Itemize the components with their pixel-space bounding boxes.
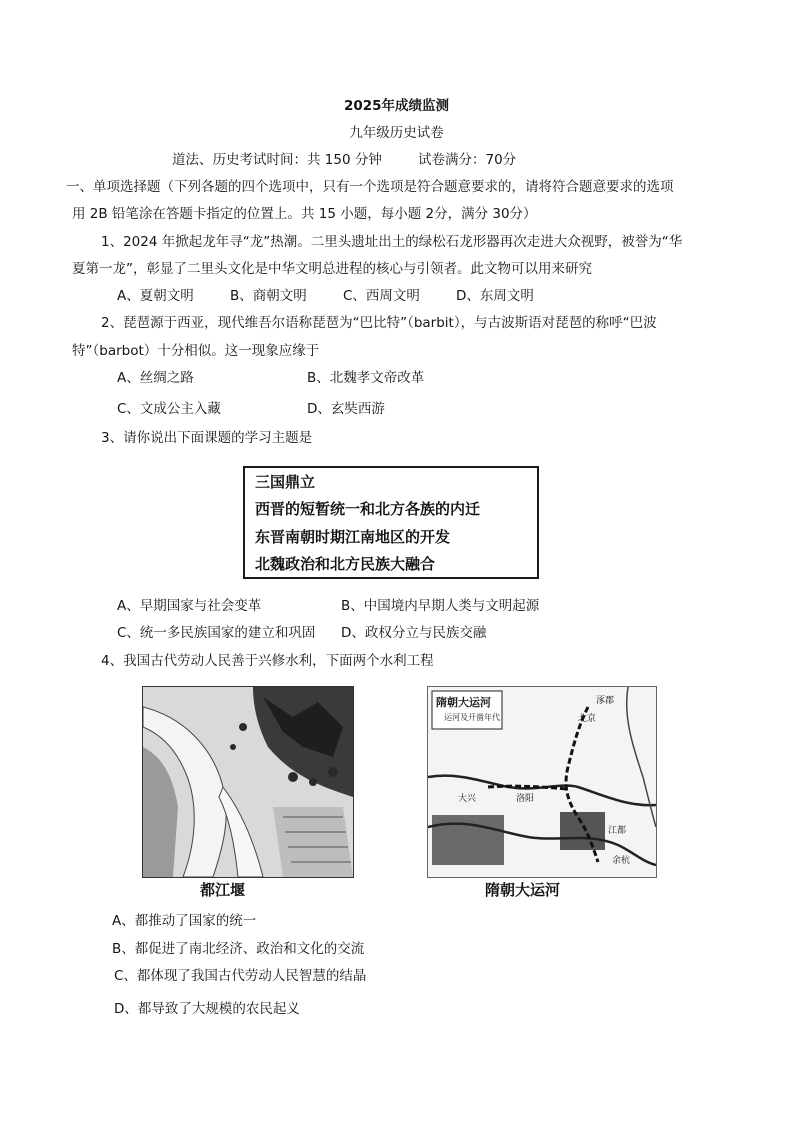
dujiangyan-caption: 都江堰: [200, 881, 246, 899]
q2-stem-line2: 特”（barbot）十分相似。这一现象应缘于: [72, 343, 320, 359]
q2-option-c: C、文成公主入藏: [117, 401, 221, 417]
map-label-daxing: 大兴: [458, 794, 477, 804]
q3-topic-3: 东晋南朝时期江南地区的开发: [255, 528, 451, 546]
q1-stem-line2: 夏第一龙”，彰显了二里头文化是中华文明总进程的核心与引领者。此文物可以用来研究: [72, 261, 592, 277]
exam-score-info: 试卷满分：70分: [418, 152, 517, 168]
map-legend: 运河及开凿年代: [444, 713, 500, 722]
q2-option-b: B、北魏孝文帝改革: [307, 370, 425, 386]
q3-topic-2: 西晋的短暂统一和北方各族的内迁: [255, 500, 481, 518]
dujiangyan-image: [142, 686, 354, 878]
exam-time-info: 道法、历史考试时间：共 150 分钟: [172, 152, 382, 168]
map-label-beijing: 北京: [578, 714, 597, 724]
q3-topic-box: [243, 466, 539, 579]
exam-subtitle: 九年级历史试卷: [349, 125, 444, 141]
map-title: 隋朝大运河: [436, 696, 491, 709]
q2-stem-line1: 2、琵琶源于西亚，现代维吾尔语称琵琶为“巴比特”（barbit），与古波斯语对琵琶的称呼“巴波: [101, 315, 657, 331]
q3-option-b: B、中国境内早期人类与文明起源: [341, 598, 540, 614]
grand-canal-map: [427, 686, 657, 878]
q2-option-d: D、玄奘西游: [307, 401, 385, 417]
q4-stem: 4、我国古代劳动人民善于兴修水利，下面两个水利工程: [101, 653, 434, 669]
q4-option-d: D、都导致了大规模的农民起义: [114, 1001, 300, 1017]
map-label-luoyang: 洛阳: [516, 794, 535, 804]
q4-option-c: C、都体现了我国古代劳动人民智慧的结晶: [114, 968, 367, 984]
q3-stem: 3、请你说出下面课题的学习主题是: [101, 430, 313, 446]
q4-option-b: B、都促进了南北经济、政治和文化的交流: [112, 941, 365, 957]
q1-option-d: D、东周文明: [456, 288, 534, 304]
map-label-jiangdu: 江都: [608, 826, 627, 836]
map-label-zhuojun: 涿郡: [596, 696, 615, 706]
q3-topic-4: 北魏政治和北方民族大融合: [255, 555, 436, 573]
exam-title: 2025年成绩监测: [343, 98, 450, 114]
section-instruction-line1: 一、单项选择题（下列各题的四个选项中，只有一个选项是符合题意要求的，请将符合题意要求的选项: [66, 179, 674, 195]
q3-option-c: C、统一多民族国家的建立和巩固: [117, 625, 316, 641]
q1-option-a: A、夏朝文明: [117, 288, 194, 304]
q3-option-a: A、早期国家与社会变革: [117, 598, 262, 614]
section-instruction-line2: 用 2B 铅笔涂在答题卡指定的位置上。共 15 小题，每小题 2分，满分 30分）: [72, 206, 537, 222]
q3-topic-1: 三国鼎立: [255, 473, 316, 491]
grand-canal-caption: 隋朝大运河: [485, 881, 561, 899]
q1-option-c: C、西周文明: [343, 288, 420, 304]
q1-option-b: B、商朝文明: [230, 288, 307, 304]
q3-option-d: D、政权分立与民族交融: [341, 625, 487, 641]
dujiangyan-illustration: [143, 687, 353, 877]
q4-option-a: A、都推动了国家的统一: [112, 913, 257, 929]
q2-option-a: A、丝绸之路: [117, 370, 194, 386]
q1-stem-line1: 1、2024 年掀起龙年寻“龙”热潮。二里头遗址出土的绿松石龙形器再次走进大众视野，被誉为“华: [101, 234, 683, 250]
map-label-yuhang: 余杭: [612, 856, 631, 866]
